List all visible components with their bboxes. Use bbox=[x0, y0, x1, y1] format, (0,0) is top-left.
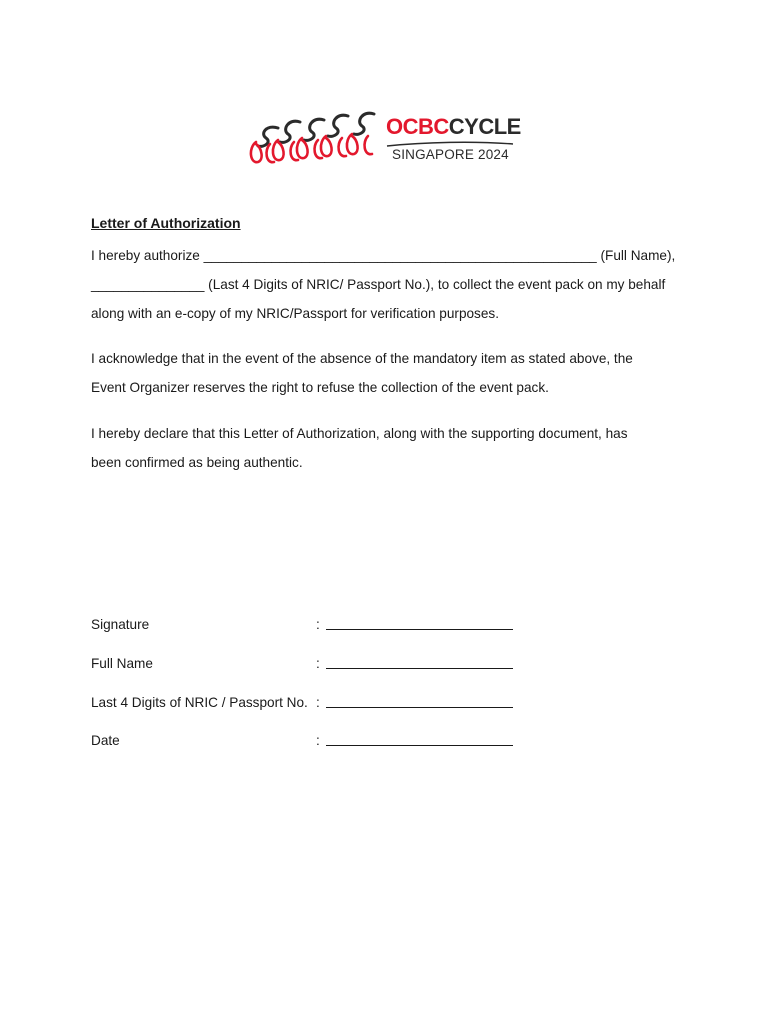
date-line[interactable] bbox=[326, 745, 513, 746]
letter-line-4: I acknowledge that in the event of the absence of the mandatory item as stated above, the bbox=[91, 351, 633, 366]
letter-line-2: _______________ (Last 4 Digits of NRIC/ Passport No.), to collect the event pack on my behalf bbox=[91, 277, 666, 292]
date-label: Date bbox=[91, 733, 120, 748]
logo-ocbc-text: OCBC bbox=[386, 114, 449, 139]
signature-label: Signature bbox=[91, 617, 150, 632]
letter-line-7: been confirmed as being authentic. bbox=[91, 455, 303, 470]
nric-label: Last 4 Digits of NRIC / Passport No. bbox=[91, 695, 308, 710]
cyclists-graphic bbox=[248, 108, 384, 172]
letter-line-6: I hereby declare that this Letter of Authorization, along with the supporting document, has bbox=[91, 426, 628, 441]
logo-wordmark bbox=[386, 116, 521, 138]
letter-line-1: I hereby authorize ____________________________________________________ (Full Name), bbox=[91, 248, 676, 263]
full-name-label: Full Name bbox=[91, 656, 153, 671]
signature-line[interactable] bbox=[326, 629, 513, 630]
nric-colon: : bbox=[316, 695, 320, 710]
signature-colon: : bbox=[316, 617, 320, 632]
letter-title: Letter of Authorization bbox=[91, 215, 241, 231]
date-colon: : bbox=[316, 733, 320, 748]
full-name-colon: : bbox=[316, 656, 320, 671]
ocbc-cycle-logo bbox=[248, 108, 520, 172]
letter-line-3: along with an e-copy of my NRIC/Passport for verification purposes. bbox=[91, 306, 499, 321]
logo-cycle-text: CYCLE bbox=[448, 114, 521, 139]
letter-line-5: Event Organizer reserves the right to refuse the collection of the event pack. bbox=[91, 380, 549, 395]
logo-subtitle: SINGAPORE 2024 bbox=[392, 147, 509, 162]
full-name-line[interactable] bbox=[326, 668, 513, 669]
nric-line[interactable] bbox=[326, 707, 513, 708]
